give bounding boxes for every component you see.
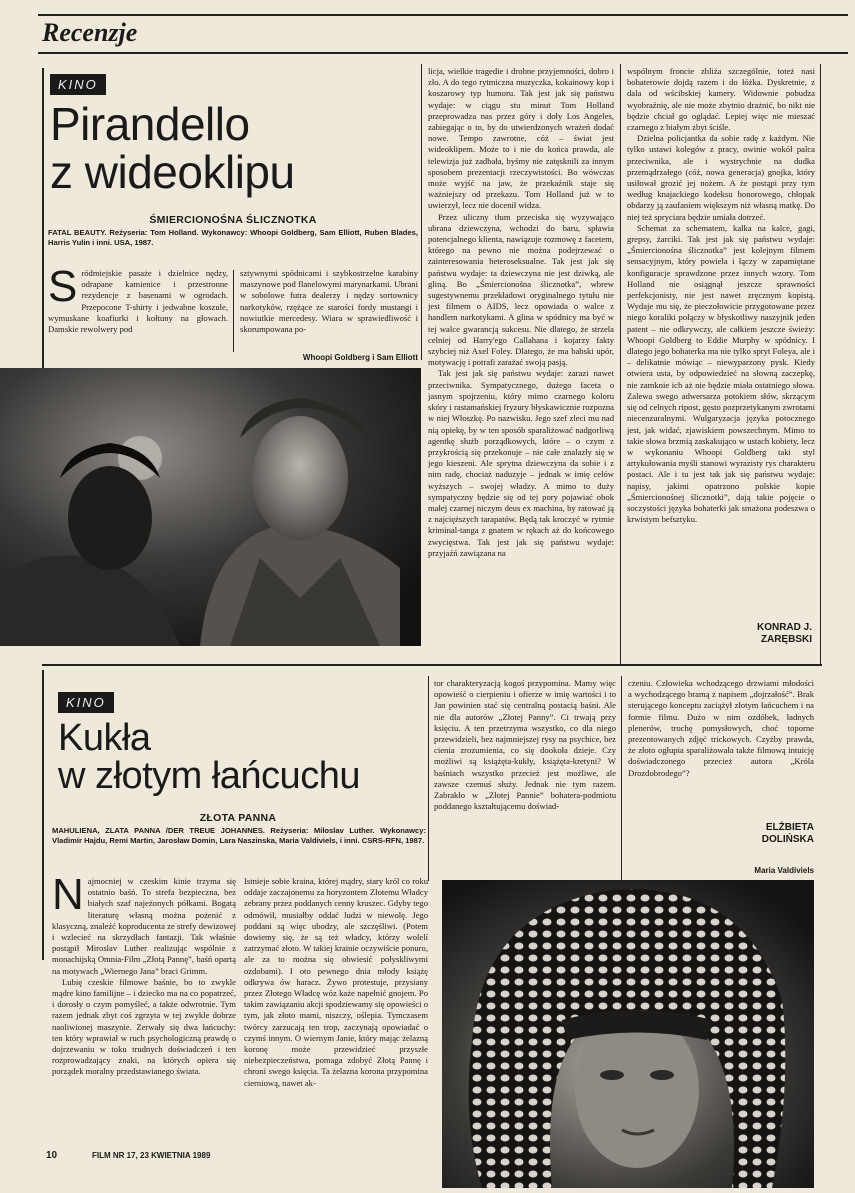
- article2-dropcap: N: [52, 876, 84, 919]
- article1-photo-caption: Whoopi Goldberg i Sam Elliott: [302, 353, 418, 362]
- article1-byline: [680, 622, 812, 646]
- article1-col1-text: ródmiejskie pasaże i dzielnice nędzy, odrapane kamienice i przestronne rezydencje z basenami w ogrodach. Przepocone T-shirty i jedwabne koszule, wymuskane koafiurki i kołtuny na głowach. Damskie rewolwery pod: [48, 268, 228, 335]
- article-divider: [42, 664, 822, 666]
- article2-col1-p2: Lubię czeskie filmowe baśnie, bo to zwykle mądre kino familijne – i dziecko ma na co popatrzeć, i dorosły o czym pomyśleć, a także odwrotnie. Tym razem jednak zbyt coś zgrzyta w tej zwykle dobrze naoliwionej maszynie. Zerwały się dwa łańcuchy: ten który wprawiał w ruch psychologiczną prawdę o dojrzewaniu w toku trudnych doświadczeń i ten rozprowadzający znaki, na których opiera się porządek moralny przedstawianego świata.: [52, 976, 236, 1077]
- article1-col3-p3: Tak jest jak się państwu wydaje: zarazi nawet przeciwnika. Sympatycznego, dużego faceta o jasnym spojrzeniu, który mimo czarnego koloru skóry i rastamańskiej fryzury błyskawicznie rozpozna w niej Włoszkę. Po nazwisku. Jego szef zleci mu nad nią opiekę, by w ten sposób sparaliżować nadgorliwą agentkę służb porządkowych, które – o czym z przykrością się przekonuje – nie całe znalazły się w jego kieszeni. Ale sprytna dziewczyna da sobie i z nim radę, chociaż naduzyje – jednak w imię celów wyższych – swojej władzy. A mimo to duży sympatyczny będzie się od tej pory pojawiać obok małej czarnej niczym deus ex machina, by ratować ją z najcięższych tarapatów. Będą tak kroczyć w rytmie kriminal-tanga z gnatem w rękach aż do końcowego zwycięstwa. Tak jest jak się państwu wydaje: przyjaźń zawiązana na: [428, 368, 614, 558]
- article1-subtitle: ŚMIERCIONOŚNA ŚLICZNOTKA: [149, 214, 317, 226]
- article1-col2-text: sztywnymi spódnicami i szybkostrzelne karabiny maszynowe pod flanelowymi marynarkami. Ubrani w sobolowe futra dealerzy i nędzy sortownicy narkotyków, rzężące ze starości fordy mustangi i nowiutkie mercedesy. Wiara w sprawiedliwość i skorumpowana po-: [240, 268, 418, 335]
- article2-byline-line1: ELŻBIETA: [765, 822, 814, 833]
- article1-column-rule: [421, 64, 422, 360]
- article1-col1: [48, 268, 228, 354]
- article1-col2: [240, 268, 418, 354]
- issue-info: FILM NR 17, 23 KWIETNIA 1989: [92, 1151, 211, 1160]
- article1-credits: FATAL BEAUTY. Reżyseria: Tom Holland. Wykonawcy: Whoopi Goldberg, Sam Elliott, Ruben Blades, Harris Yulin i inni. USA, 1987.: [48, 228, 418, 248]
- article2-col1-p1-text: ajmocniej w czeskim kinie trzyma się ostatnio baśń. To strefa bezpieczna, bez białych szaf najeżonych półkami. Bogatą literaturę własną można pożenić z klasyczną, znaleźć koproducenta ze strefy dewizowej i wzlecieć na skrzydłach fantazji. Tak właśnie postąpił Miroslav Luther realizując wspólnie z monachijską Omnia-Film „Złotą Pannę”, baśń opartą na motywach „Wiernego Jana” braci Grimm.: [52, 876, 236, 976]
- article1-left-rule: [42, 68, 44, 368]
- article1-column-rule-2: [620, 64, 621, 664]
- article1-title-line1: Pirandello: [50, 98, 250, 150]
- article2-title-line1: Kukła: [58, 717, 151, 759]
- article2-col1: [52, 876, 236, 1166]
- article2-col1-p1: [52, 876, 236, 977]
- actress-portrait-image: [442, 880, 814, 1188]
- section-title: Recenzje: [42, 18, 138, 47]
- article2-column-rule-2: [621, 676, 622, 881]
- article2-col4: [628, 678, 814, 818]
- article2-tag: KINO: [58, 692, 114, 713]
- article2-column-rule: [428, 676, 429, 881]
- article2-col2-p1: Istnieje sobie kraina, której mądry, stary król co roku oddaje zaczajonemu za horyzontem Złotemu Władcy zebrany przez poddanych cenny kruszec. Gdyby tego odmówił, musiałby oddać ludzi w niewolę. Jego poddani są więc ubodzy, ale szczęśliwi. (Potem dowiemy się, że są też władcy, którzy wolelí zatrzymać złoto. W takiej krainie oczywiście ponuro, ale za to można się obwiesić połyskliwymi ozdobami). I oto pewnego dnia młody książę odkrywa ów haracz. Żywo protestuje, przysiany przez Złotego Władcę wóz każe napełnić gnojem. Po takim zawiązaniu akcji spodziewamy się opowieści o tym, jak złoto mami, niszczy, oślepia. Tymczasem twórcy zarzucają ten trop, zaczynają opowiadać o czymś innym. O wiernym Janie, który mając żelazną koronę może przewidzieć przyszłe niebezpieczeństwa, pomaga zdobyć Złotą Pannę i chroni swego księcia. Ta żelazna korona przypomina cierniową, nawet ak-: [244, 876, 428, 1088]
- article1-byline-line1: KONRAD J.: [756, 622, 812, 633]
- article2-photo-caption: Maria Valdiviels: [754, 866, 814, 875]
- article2-subtitle: ZŁOTA PANNA: [199, 812, 277, 824]
- article1-col3: [428, 66, 614, 662]
- article1-col3-p1: licja, wielkie tragedie i drobne przyjemności, dobro i zło. A do tego rytmiczna muzyczka, kokainowy kop i koszarowy typ humoru. Tak jest jak się państwu wydaje: w ciągu stu minut Tom Holland przeprowadza nas przez góry i doły Los Angeles, zabiegając o to, by do utwierdzonych wrażeń dodać nowe. Tempo zawrotne, cóż – świat jest wideoklipem. Może to i nie do końca prawda, ale telewizja już zadbała, byśmy nie zatęsknili za innym sposobem prezentacji rzeczywistości. Bo wówczas może wyjść na jaw, że przekaźnik staje się ważniejszy od przekazu. Tom Holland już w to uwierzył, lecz nie docenił widza.: [428, 66, 614, 211]
- article2-photo: [442, 880, 814, 1188]
- article1-col4-p3: Schemat za schematem, kalka na kalce, gagi, grepsy, żarciki. Tak jest jak się państwu wydaje: „Śmiercionośna ślicznotka” jest kolejnym filmem sensacyjnym, który powiela i łączy w zapamiętane konfiguracje sprawdzone przez innych wzory. Tom Holland nie osiągnął jeszcze sprawności perfekcjonisty, nie jest nawet zręcznym kopistą. Wydaje mu się, że pieczołowicie przygotowane przez niego koraliki połączy w błyskotliwy naszyjnik jeden patent – nie odkrywczy, ale całkiem jeszcze świeży: Whoopi Goldberg to Eddie Murphy w spódnicy. I dlatego jego bohaterka ma nie tylko spryt Foleya, ale i – delikatnie mówiąc – niewyparzony pysk. Kiedy otwiera usta, by odpowiedzieć na słowną zaczepkę, nie zamknie ich aż nie będzie miała ostatniego słowa. Zalewa swego adwersarza potokiem słów, skrzącym się od celnych ripost, gęsto pozprzetykanym zwrotami niecenzuralnymi. Wulgaryzacja języka potocznego jest, jak widać, zjawiskiem powszechnym. Mimo to takie słowa brzmią zaskakująco w ustach kobiety, lecz w wykonaniu Whoopi Goldberg taki styl artykułowania myśli stanowi wyrazisty rys charakteru postaci. Ale i tu jest tak jak się państwu wydaje: napisy, jakimi opatrzono polskie kopie „Śmiercionośnej ślicznotki”, dają takie pojęcie o soczystości języka bohaterki jak smażona podeszwa o krwistym befsztyku.: [627, 222, 815, 525]
- article2-byline: [680, 822, 814, 846]
- article1-dropcap: S: [48, 268, 78, 311]
- article2-title-line2: w złotym łańcuchu: [58, 755, 360, 797]
- article1-title-line2: z wideoklipu: [50, 146, 295, 198]
- article2-col3-text: tor charakteryzacją kogoś przypomina. Mamy więc opowieść o cierpieniu i ofierze w imię wartości i to Jan powinien stać się centralną postacią baśni. Ale nie dla autorów „Złotej Panny”. Ci trwają przy księciu. A ten przetrzyma wszystko, co dla niego przewidzieli, bez najmniejszej rysy na psychice, bez cienia zrozumienia, co się dookoła dzieje. Czy możliwi są książęta-kukły, książęta-kretyni? W baśniach wszystko przecież jest możliwe, ale zawsze czemuś służy. Jednak nie tym razem. Zabrakło w „Złotej Pannie” bohatera-podmiotu poddanego kształtującemu doświad-: [434, 678, 616, 812]
- article1-col4-p2: Dzielna policjantka da sobie radę z każdym. Nie tylko ustawi kolegów z pracy, owinie wokół palca przeciwnika, ale i wystrychnie na dudka przemądrzałego (cóż, nowa generacja) gnojka, który usiłował grozić jej nożem. A że postąpi przy tym według knajackiego kodeksu honorowego, chłopak obdarzy ją zaufaniem większym niż własną matkę. Do niej też spryciara będzie umiała dotrzeć.: [627, 133, 815, 222]
- article1-photo: [0, 368, 421, 646]
- article1-byline-line2: ZARĘBSKI: [760, 634, 812, 645]
- page-number: 10: [46, 1150, 58, 1161]
- article2-credits: MAHULIENA, ZLATA PANNA /DER TREUE JOHANNES. Reżyseria: Miloslav Luther. Wykonawcy: Vladimír Hajdu, Remi Martin, Jarosław Domin, Lara Naszinska, Maria Valdiviels, i inni. CSRS-RFN, 1987.: [52, 826, 426, 846]
- section-header: [38, 14, 848, 54]
- article2-col3: [434, 678, 616, 878]
- article2-col2: [244, 876, 428, 1166]
- article1-col3-p2: Przez uliczny tłum przeciska się wyzywająco ubrana dziewczyna, wchodzi do baru, spławia potencjalnego klienta, nawiązuje rozmowę z facetem, którego na pewno nie można podejrzewać o zainteresowania heteroseksualne. Tak jest jak się państwu wydaje: ta dziewczyna nie jest dziwką, ale gliną. Bo „Śmiercionośna ślicznotka”, wbrew sugestywnemu przekładowi oryginalnego tytułu nie jest filmem o AIDS, lecz opowiada o walce z handlem narkotykami. A glina w spódnicy ma być w tej walce gwarancją sukcesu. Nie dlatego, że strzela celniej od Harry'ego Callahana i kojarzy fakty szybciej niż Axel Foley. Dlatego, że ma babski upór, motywację i potrafi zarażać swoją pasją.: [428, 211, 614, 368]
- article2-byline-line2: DOLIŃSKA: [761, 834, 814, 845]
- film-still-image: [0, 368, 421, 646]
- article1-tag: KINO: [50, 74, 106, 95]
- article2-col4-text: czeniu. Człowieka wchodzącego drzwiami młodości a wychodzącego bramą z napisem „dojrzałość”. Brak sterującego konceptu zaciążył złotym łańcuchem i na formie filmu. Dużo w nim ozdóbek, ładnych plenerów, trochę pomysłowych, choć toporne prezentowanych zdjęć trickowych. Czyżby prawda, że złoto ogłupia sparaliżowała także filmową intuicję doświadczonego przecież autora „Króla Drozdobrodego”?: [628, 678, 814, 778]
- article1-column-rule-3: [820, 64, 821, 664]
- article1-col4-p1: wspólnym froncie zbliża szczególnie, toteż nasi bohaterowie dojdą razem i do łóżka. Dyskretnie, z dala od wścibskiej kamery. Widownie pobudza wyobraźnię, ale nie może zbytnio drażnić, bo nikt nie będzie chciał go oglądać. Lepiej więc nie mieszać czarnego z białym zbyt ściśle.: [627, 66, 815, 133]
- article1-inner-rule: [233, 270, 234, 352]
- article1-col4: [627, 66, 815, 626]
- article2-left-rule: [42, 670, 44, 960]
